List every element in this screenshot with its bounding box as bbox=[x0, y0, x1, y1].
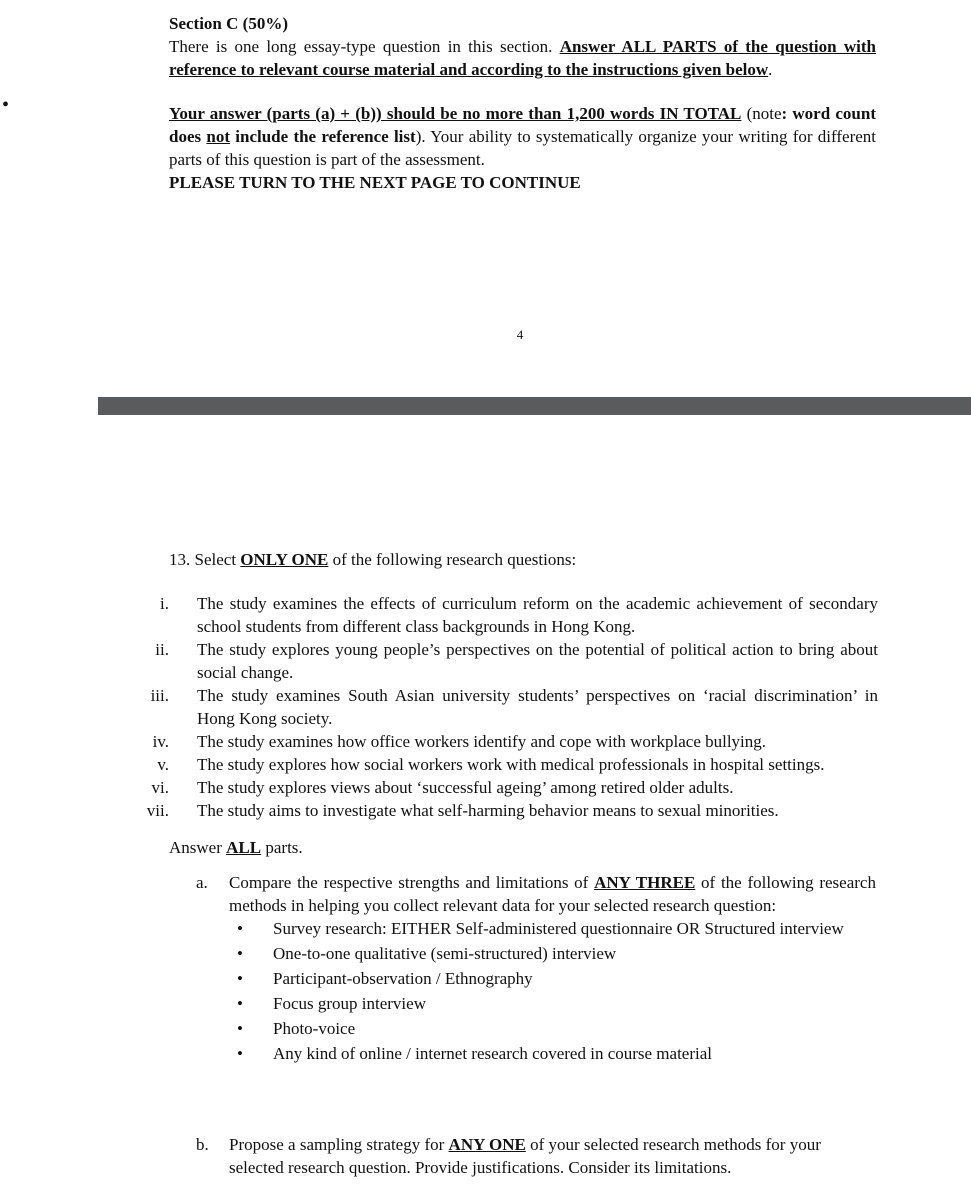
list-item bbox=[135, 776, 878, 799]
note-not: not bbox=[206, 127, 231, 146]
part-b-prefix: Propose a sampling strategy for bbox=[229, 1135, 449, 1154]
list-item bbox=[135, 592, 878, 638]
method-text: One-to-one qualitative (semi-structured) interview bbox=[273, 944, 617, 963]
item-text: The study examines South Asian university students’ perspectives on ‘racial discrimination’ in Hong Kong society. bbox=[197, 686, 878, 728]
answer-all-instruction bbox=[169, 836, 303, 859]
part-a-prompt bbox=[229, 871, 876, 917]
bullet-icon: • bbox=[237, 944, 243, 963]
item-text: The study explores views about ‘successful ageing’ among retired older adults. bbox=[197, 778, 734, 797]
part-a-emphasis: ANY THREE bbox=[594, 873, 696, 892]
method-text: Survey research: EITHER Self-administered questionnaire OR Structured interview bbox=[273, 919, 844, 938]
method-text: Photo-voice bbox=[273, 1019, 356, 1038]
list-item bbox=[135, 753, 878, 776]
list-item bbox=[135, 799, 878, 822]
margin-dot: • bbox=[2, 94, 10, 116]
item-text: The study examines how office workers identify and cope with workplace bullying. bbox=[197, 732, 767, 751]
method-text: Participant-observation / Ethnography bbox=[273, 969, 533, 988]
bullet-icon: • bbox=[237, 969, 243, 988]
list-item bbox=[135, 730, 878, 753]
item-text: The study examines the effects of curriculum reform on the academic achievement of secondary school students from different class backgrounds in Hong Kong. bbox=[197, 594, 878, 636]
list-item bbox=[135, 638, 878, 684]
item-text: The study explores how social workers work with medical professionals in hospital settings. bbox=[197, 755, 825, 774]
intro-end: . bbox=[768, 60, 773, 79]
method-item bbox=[229, 967, 876, 990]
method-item bbox=[229, 1017, 876, 1040]
method-list bbox=[229, 917, 876, 1065]
list-item bbox=[135, 684, 878, 730]
answer-all-emphasis: ALL bbox=[226, 838, 262, 857]
method-item bbox=[229, 1042, 876, 1065]
q13-prefix: 13. Select bbox=[169, 550, 241, 569]
note-open: (note bbox=[741, 104, 782, 123]
bullet-icon: • bbox=[237, 919, 243, 938]
answer-all-prefix: Answer bbox=[169, 838, 227, 857]
intro-emphasis: Answer ALL PARTS of the question with reference to relevant course material and according to the instructions given below bbox=[169, 37, 876, 79]
item-number: vii. bbox=[146, 801, 169, 820]
note-close: ). Your ability to systematically organize your writing for different parts of this question is part of the assessment. bbox=[169, 127, 877, 169]
bullet-icon: • bbox=[237, 1019, 243, 1038]
part-b bbox=[196, 1133, 876, 1179]
note-bold-1: : word count does bbox=[169, 104, 876, 146]
item-text: The study explores young people’s perspectives on the potential of political action to bring about social change. bbox=[197, 640, 878, 682]
answer-all-suffix: parts. bbox=[261, 838, 303, 857]
item-number: vi. bbox=[151, 778, 169, 797]
note-bold-2: include the reference list bbox=[230, 127, 416, 146]
method-item bbox=[229, 942, 876, 965]
item-number: iii. bbox=[150, 686, 169, 705]
item-number: v. bbox=[157, 755, 169, 774]
item-text: The study aims to investigate what self-harming behavior means to sexual minorities. bbox=[197, 801, 779, 820]
question-13-heading bbox=[169, 548, 576, 571]
item-number: ii. bbox=[155, 640, 169, 659]
item-number: iv. bbox=[152, 732, 169, 751]
page-number: 4 bbox=[516, 327, 524, 342]
q13-emphasis: ONLY ONE bbox=[240, 550, 329, 569]
bullet-icon: • bbox=[237, 1044, 243, 1063]
part-a-label: a. bbox=[196, 873, 208, 892]
method-item bbox=[229, 992, 876, 1015]
part-a-prefix: Compare the respective strengths and limitations of bbox=[229, 873, 595, 892]
part-b-emphasis: ANY ONE bbox=[448, 1135, 526, 1154]
part-b-prompt bbox=[229, 1133, 876, 1179]
method-text: Focus group interview bbox=[273, 994, 426, 1013]
page-divider bbox=[98, 397, 971, 415]
method-text: Any kind of online / internet research covered in course material bbox=[273, 1044, 712, 1063]
section-c bbox=[169, 12, 876, 194]
intro-text: There is one long essay-type question in this section. bbox=[169, 37, 560, 56]
part-b-suffix: of your selected research methods for your selected research question. Provide justifications. Consider its limitations. bbox=[229, 1135, 821, 1177]
section-intro bbox=[169, 35, 876, 81]
word-count-instruction bbox=[169, 102, 876, 171]
section-heading: Section C (50%) bbox=[169, 14, 288, 33]
item-number: i. bbox=[160, 594, 169, 613]
part-a-suffix: of the following research methods in helping you collect relevant data for your selected research question: bbox=[229, 873, 876, 915]
part-a bbox=[196, 871, 876, 1065]
bullet-icon: • bbox=[237, 994, 243, 1013]
method-item bbox=[229, 917, 876, 940]
q13-suffix: of the following research questions: bbox=[328, 550, 577, 569]
word-limit: Your answer (parts (a) + (b)) should be no more than 1,200 words IN TOTAL bbox=[169, 104, 742, 123]
continue-notice: PLEASE TURN TO THE NEXT PAGE TO CONTINUE bbox=[169, 173, 581, 192]
part-b-label: b. bbox=[196, 1135, 209, 1154]
research-question-list bbox=[135, 592, 878, 822]
